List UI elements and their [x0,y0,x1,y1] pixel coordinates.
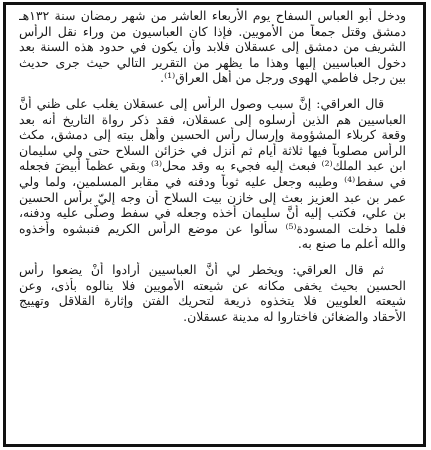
paragraph-1 [19,8,406,86]
paragraph-line: والله أعلم ما صنع به. [297,236,406,252]
paragraph-line: الرأس مصلوباً فيها ثلاثة أيام ثم أنزل في خزائن السلاح حتى ولي سليمان [19,142,406,158]
paragraph-line: الحسين بحيث يخفى مكانه عن شيعته الأمويين فلا ينالوه بأذى، وعن [19,277,406,293]
paragraph-3 [19,262,406,324]
paragraph-line: شيعته العلويين فلا يتخذوه ذريعة لتحريك الفتن وإثارة القلاقل وتهييج [19,293,406,309]
paragraph-line: فلما دخلت المسودة⁽⁵⁾ سألوا عن موضع الرأس الكريم فنبشوه وأخذوه [19,220,406,236]
paragraph-line: بن علي، فكتب إليه أنَّ سليمان أخذه وجعله في سفط وصلّى عليه ودفنه، [19,205,406,221]
document-body [6,5,423,444]
paragraph-line: وقعة كربلاء المشؤومة وإرسال رأس الحسين وأهل بيته إلى دمشق، مكث [19,127,406,143]
paragraph-line: ابن عبد الملك⁽²⁾ فبعث إليه فجيء به وقد محل⁽³⁾ وبقي عظماً أبيضَ فجعله [19,158,406,174]
paragraph-line: دمشق وقتل جمعاً من الأمويين. فإذا كان العباسيون من وراء نقل الرأس [19,23,406,39]
paragraph-line: ثم قال العراقي: ويخطر لي أنَّ العباسيين أرادوا أنْ يضعوا رأس [19,261,384,277]
paragraph-gap [19,252,406,262]
paragraph-line: دخول العباسيين إليها وهذا ما يظهر من التقرير التالي حيث جرى حديث [19,54,406,70]
paragraph-line: بين رجل فاطمي الهوى ورجل من أهل العراق⁽¹⁾. [160,70,406,86]
paragraph-line: العباسيين هم الذين أرسلوه إلى عسقلان، فقد ذكر رواة التاريخ أنه بعد [19,111,406,127]
paragraph-line: قال العراقي: إنَّ سبب وصول الرأس إلى عسقلان يغلب على ظني أنَّ [19,95,384,111]
page-frame [3,2,426,447]
paragraph-line: ودخل أبو العباس السفاح يوم الأربعاء العاشر من شهر رمضان سنة ١٣٢هـ [19,8,406,23]
paragraph-line: الأحقاد والضغائن فاختاروا له مدينة عسقلان. [183,308,406,324]
paragraph-line: عمر بن عبد العزيز بعث إلى خازن بيت السلاح أن وجه إليّ برأس الحسين [19,189,406,205]
paragraph-line: الشريف من دمشق إلى عسقلان فلابد وأن يكون في حدود هذه السنة بعد [19,39,406,55]
paragraph-2 [19,96,406,252]
paragraph-line: في سفط⁽⁴⁾ وطيبه وجعل عليه ثوباً ودفنه في مقابر المسلمين، ولما ولي [19,173,406,189]
paragraph-gap [19,86,406,96]
